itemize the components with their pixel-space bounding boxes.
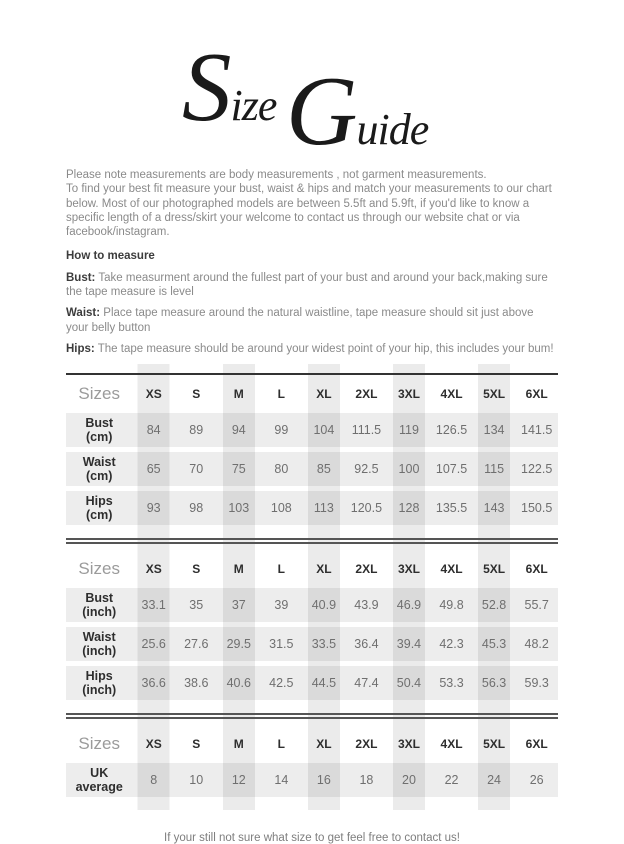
sizes-label-cell: Sizes [78, 384, 120, 404]
value-cell: 98 [175, 491, 218, 525]
value-cell: 111.5 [345, 413, 388, 447]
value-cell: 46.9 [388, 588, 431, 622]
table-row [66, 452, 558, 486]
value-cell: 38.6 [175, 666, 218, 700]
value-cell: 70 [175, 452, 218, 486]
row-label-cell [66, 413, 132, 447]
value-cell: 12 [218, 763, 261, 797]
value-cell: 108 [260, 491, 303, 525]
value-cell: 75 [218, 452, 261, 486]
size-header-cell: 4XL [440, 737, 463, 752]
row-label-line1: Bust [85, 416, 114, 431]
size-header-cell: 2XL [355, 562, 378, 577]
row-label-cell [66, 491, 132, 525]
size-table-uk [66, 725, 558, 802]
row-label-line2: (inch) [82, 605, 117, 620]
footer-note: If your still not sure what size to get feel free to contact us! [164, 832, 460, 844]
size-header-cell: 6XL [525, 562, 548, 577]
value-cell: 36.4 [345, 627, 388, 661]
value-cell: 65 [132, 452, 175, 486]
value-cell: 50.4 [388, 666, 431, 700]
value-cell: 52.8 [473, 588, 516, 622]
size-header-cell: XL [316, 387, 332, 402]
table-row [66, 627, 558, 661]
bust-term: Bust: [66, 271, 96, 284]
value-cell: 107.5 [430, 452, 473, 486]
value-cell: 134 [473, 413, 516, 447]
table-row [66, 763, 558, 797]
title-word-guide: Guide [286, 57, 429, 166]
value-cell: 89 [175, 413, 218, 447]
row-label-line2: (cm) [86, 430, 113, 445]
intro-line1: Please note measurements are body measurements , not garment measurements. [66, 169, 487, 181]
value-cell: 122.5 [515, 452, 558, 486]
row-label-cell [66, 588, 132, 622]
size-header-cell: XS [145, 387, 162, 402]
value-cell: 53.3 [430, 666, 473, 700]
value-cell: 33.1 [132, 588, 175, 622]
sizes-label-cell: Sizes [78, 734, 120, 754]
row-label-line1: Bust [85, 591, 114, 606]
value-cell: 43.9 [345, 588, 388, 622]
value-cell: 92.5 [345, 452, 388, 486]
size-header-cell: 3XL [397, 737, 420, 752]
value-cell: 39 [260, 588, 303, 622]
value-cell: 16 [303, 763, 346, 797]
value-cell: 126.5 [430, 413, 473, 447]
value-cell: 42.5 [260, 666, 303, 700]
size-header-cell: 4XL [440, 387, 463, 402]
row-label-line2: (cm) [86, 508, 113, 523]
value-cell: 55.7 [515, 588, 558, 622]
value-cell: 22 [430, 763, 473, 797]
table-row [66, 666, 558, 700]
size-header-cell: 3XL [397, 387, 420, 402]
row-label-line2: (inch) [82, 644, 117, 659]
value-cell: 37 [218, 588, 261, 622]
row-label-cell [66, 452, 132, 486]
row-label-cell [66, 627, 132, 661]
value-cell: 103 [218, 491, 261, 525]
measure-instruction-waist [66, 306, 558, 335]
row-label-line1: Hips [85, 494, 113, 509]
value-cell: 40.9 [303, 588, 346, 622]
value-cell: 14 [260, 763, 303, 797]
value-cell: 85 [303, 452, 346, 486]
value-cell: 29.5 [218, 627, 261, 661]
measure-instruction-hips [66, 342, 558, 356]
value-cell: 80 [260, 452, 303, 486]
value-cell: 135.5 [430, 491, 473, 525]
value-cell: 27.6 [175, 627, 218, 661]
size-header-cell: 4XL [440, 562, 463, 577]
how-to-measure-heading: How to measure [66, 250, 155, 263]
value-cell: 120.5 [345, 491, 388, 525]
size-header-cell: M [233, 387, 244, 402]
sizes-label-cell: Sizes [78, 559, 120, 579]
row-label-cell [66, 666, 132, 700]
header-row [66, 730, 558, 758]
value-cell: 93 [132, 491, 175, 525]
size-header-cell: M [233, 562, 244, 577]
size-header-cell: 6XL [525, 737, 548, 752]
value-cell: 42.3 [430, 627, 473, 661]
header-row [66, 555, 558, 583]
value-cell: 36.6 [132, 666, 175, 700]
value-cell: 59.3 [515, 666, 558, 700]
row-label-line1: Hips [85, 669, 113, 684]
hips-term: Hips: [66, 342, 95, 355]
size-header-cell: 3XL [397, 562, 420, 577]
size-header-cell: L [277, 562, 285, 577]
value-cell: 128 [388, 491, 431, 525]
value-cell: 150.5 [515, 491, 558, 525]
value-cell: 49.8 [430, 588, 473, 622]
row-label-cell [66, 763, 132, 797]
waist-text: Place tape measure around the natural waistline, tape measure should sit just above your belly button [66, 307, 534, 334]
value-cell: 56.3 [473, 666, 516, 700]
value-cell: 141.5 [515, 413, 558, 447]
value-cell: 18 [345, 763, 388, 797]
title-word-size: Size [182, 33, 277, 142]
value-cell: 20 [388, 763, 431, 797]
row-label-line2: average [75, 780, 123, 795]
table-row [66, 588, 558, 622]
page-title [0, 10, 624, 166]
value-cell: 45.3 [473, 627, 516, 661]
value-cell: 99 [260, 413, 303, 447]
size-header-cell: XL [316, 562, 332, 577]
value-cell: 25.6 [132, 627, 175, 661]
header-row [66, 380, 558, 408]
row-label-line2: (cm) [86, 469, 113, 484]
value-cell: 44.5 [303, 666, 346, 700]
size-header-cell: M [233, 737, 244, 752]
value-cell: 94 [218, 413, 261, 447]
table-row [66, 413, 558, 447]
size-table-cm [66, 375, 558, 530]
value-cell: 24 [473, 763, 516, 797]
value-cell: 113 [303, 491, 346, 525]
value-cell: 33.5 [303, 627, 346, 661]
waist-term: Waist: [66, 307, 101, 320]
value-cell: 35 [175, 588, 218, 622]
size-tables-section [66, 364, 558, 810]
size-header-cell: L [277, 737, 285, 752]
intro-paragraph [66, 168, 558, 239]
value-cell: 8 [132, 763, 175, 797]
size-header-cell: S [192, 737, 201, 752]
table-row [66, 491, 558, 525]
value-cell: 47.4 [345, 666, 388, 700]
size-header-cell: 5XL [483, 737, 506, 752]
size-header-cell: L [277, 387, 285, 402]
size-header-cell: 6XL [525, 387, 548, 402]
bust-text: Take measurment around the fullest part of your bust and around your back,making sure the tape measure is level [66, 271, 548, 299]
row-label-line1: Waist [82, 455, 116, 470]
size-header-cell: 5XL [483, 387, 506, 402]
value-cell: 143 [473, 491, 516, 525]
intro-rest: To find your best fit measure your bust, waist & hips and match your measurements to our chart below. Most of our photographed models are between 5.5ft and 5.9ft, if you'd like to know a specific length of a dress/skirt your welcome to contact us through our website chat or via facebook/instagram. [66, 183, 552, 239]
row-label-line1: Waist [82, 630, 116, 645]
size-header-cell: XS [145, 737, 162, 752]
value-cell: 26 [515, 763, 558, 797]
size-header-cell: 2XL [355, 387, 378, 402]
hips-text: The tape measure should be around your widest point of your hip, this includes your bum! [97, 342, 554, 355]
value-cell: 39.4 [388, 627, 431, 661]
measure-instruction-bust [66, 271, 558, 300]
size-header-cell: 2XL [355, 737, 378, 752]
row-label-line1: UK [90, 766, 109, 781]
value-cell: 100 [388, 452, 431, 486]
value-cell: 10 [175, 763, 218, 797]
size-header-cell: XS [145, 562, 162, 577]
value-cell: 84 [132, 413, 175, 447]
value-cell: 115 [473, 452, 516, 486]
table-divider-2 [66, 713, 558, 719]
value-cell: 119 [388, 413, 431, 447]
intro-section [66, 168, 558, 356]
size-header-cell: XL [316, 737, 332, 752]
table-divider-1 [66, 538, 558, 544]
value-cell: 40.6 [218, 666, 261, 700]
value-cell: 31.5 [260, 627, 303, 661]
size-header-cell: S [192, 562, 201, 577]
size-table-inch [66, 550, 558, 705]
size-header-cell: S [192, 387, 201, 402]
row-label-line2: (inch) [82, 683, 117, 698]
value-cell: 48.2 [515, 627, 558, 661]
value-cell: 104 [303, 413, 346, 447]
size-header-cell: 5XL [483, 562, 506, 577]
